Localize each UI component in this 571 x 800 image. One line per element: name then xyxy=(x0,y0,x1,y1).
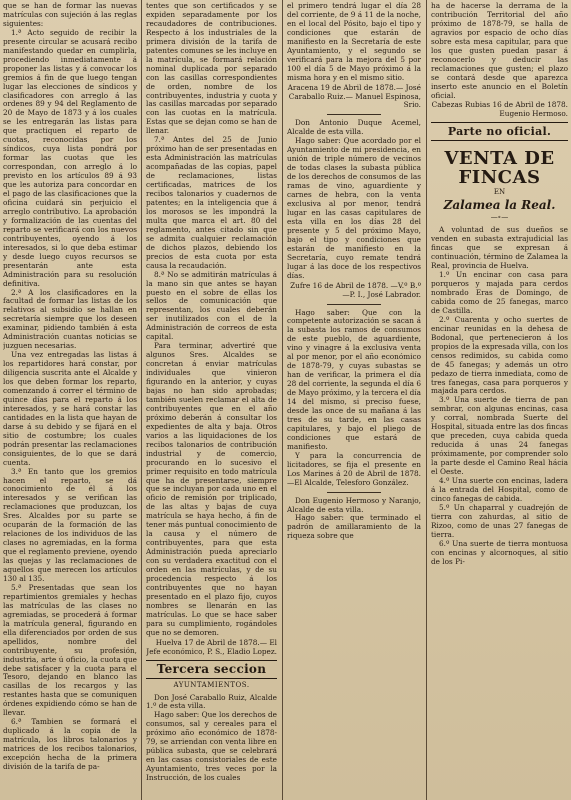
paragraph: tentes que son certificados y se expiden separadamente por los recaudadores de contribuciones. Respecto á los industriales de la primera división de la tarifa de patentes comunes se les incluye en la matrícula, se formará relación nominal duplicada por separado con las casillas correspondientes de orden, nombre de los contribuyentes, industria y cuota y las casillas marcadas por separado con las cuotas en la matrícula. Estas que se dejan como se han de llenar. xyxy=(146,2,277,136)
dateline: Cabezas Rubias 16 de Abril de 1878. Eugenio Hermoso. xyxy=(431,100,568,119)
dateline: Aracena 19 de Abril de 1878.— José Caraballo Ruiz.— Manuel Espinosa, Srio. xyxy=(287,82,421,110)
column-2 xyxy=(146,2,277,798)
paragraph: Hago saber: Que acordado por el Ayuntamiento de mi presidencia, en unión de triple número de vecinos de todas clases la subasta pública de los derechos de consumos de las ramas de vino, aguardiente y carnes de hebra, con la venta exclusiva al por menor, tendrá lugar en las casas capitulares de esta villa en los días 28 del presente y 5 del próximo Mayo, bajo el tipo y condiciones que estarán de manifiesto en la Secretaría, cuyo remate tendrá lugar á las doce de los respectivos días. xyxy=(287,136,421,280)
section-heading: Parte no oficial. xyxy=(431,122,568,141)
advert-title: VENTA DE FINCAS xyxy=(444,148,555,189)
column-4 xyxy=(431,2,568,798)
separator xyxy=(327,304,381,305)
dateline: Zufre 16 de Abril de 1878. —V.º B.º—P. I., José Labrador. xyxy=(290,280,421,299)
separator xyxy=(327,114,381,115)
paragraph: 5.º Un chaparral y cuadrejón de tierra con zahurdas, al sitio de Rizoo, como de unas 27 fanegas de tierra. xyxy=(431,502,568,539)
paragraph: Don José Caraballo Ruiz, Alcalde 1.º de esta villa. xyxy=(146,692,277,711)
paragraph: Y para la concurrencia de licitadores, se fija el presente en Los Marines á 20 de Abril de 1878.—El Alcalde, Telesforo González. xyxy=(287,450,421,487)
paragraph: Hago saber: que terminado el padrón de amillaramiento de la riqueza sobre que xyxy=(287,513,421,541)
ornament-divider: —∘— xyxy=(490,213,509,222)
paragraph: 8.ª No se admitirán matrículas á la mano sin que antes se hayan puesto en el sobre de ellas los sellos de comunicación que representan, los cuales deberán ser inutilizados con el de la Administración de correos de esta capital. xyxy=(146,269,277,342)
column-rule xyxy=(282,0,283,800)
paragraph: 6.º Una suerte de tierra montuosa con encinas y alcornoques, al sitio de los Pi- xyxy=(431,538,568,566)
advert-connector: EN xyxy=(493,188,506,197)
paragraph: Para terminar, advertiré que algunos Sres. Alcaldes se concretan á enviar matrículas individuales que vinieron figurando en la anterior, y cuyas bajas no han sido aprobadas; también suelen reclamar el alta de contribuyentes que en el año próximo deberán á consultar los expedientes de alta y baja. Otros varios a las liquidaciones de los recibos talonarios de contribución industrial y de comercio, procurando en lo sucesivo el primer requisito en todo matrícula que ha de presentarse, siempre que se incluyan por cada uno en el oficio de remisión por triplicado, de las altas y bajas de cuya matrícula se haya hecho, á fin de tener más puntual conocimiento de la causa y el número de contribuyentes, para que esta Administración pueda apreciarlo con su verdadera exactitud con el orden en las matrículas, y de su procedencia respecto á los contribuyentes que no hayan presentado en el plazo fijo, cuyos nombres se llenarán en las matrículas. Lo que se hace saber para su cumplimiento, rogándoles que no se demoren. xyxy=(146,341,277,637)
paragraph: Don Eugenio Hermoso y Naranjo, Alcalde de esta villa. xyxy=(287,495,421,514)
column-1 xyxy=(3,2,137,798)
dateline: Huelva 17 de Abril de 1878.— El Jefe económico, P. S., Eladio Lopez. xyxy=(146,637,277,656)
column-rule xyxy=(141,0,142,800)
section-subheading: AYUNTAMIENTOS. xyxy=(173,680,250,689)
paragraph: que se han de formar las nuevas matrículas con sujeción á las reglas siguientes: xyxy=(3,2,137,28)
paragraph: Hago saber: Que los derechos de consumos, sal y cereales para el próximo año económico de 1878-79, se arriendan con venta libre en pública subasta, que se celebrará en las casas consistoriales de este Ayuntamiento, tres veces por la Instrucción, de los cuales xyxy=(146,710,277,783)
advert-place: Zalamea la Real. xyxy=(443,198,556,213)
paragraph: el primero tendrá lugar el día 28 del corriente, de 9 á 11 de la noche, en el local del Pósito, bajo el tipo y condiciones que estarán de manifiesto en la Secretaría de este Ayuntamiento, y el segundo se verificará para la mejora del 5 por 100 el día 5 de Mayo próximo á la misma hora y en el mismo sitio. xyxy=(287,2,421,82)
paragraph: Hago saber: Que con la competente autorización se sacan á la subasta los ramos de consumos de este pueblo, de aguardiente, vino y vinagre á la exclusiva venta al por menor, por el año económico de 1878-79, y cuyas subastas se han de verificar, la primera el día 28 del corriente, la segunda el día 6 de Mayo próximo, y la tercera el día 14 del mismo, si preciso fuese, desde las once de su mañana á las tres de su tarde, en las casas capitulares, y bajo el pliego de condiciones que estará de manifiesto. xyxy=(287,307,421,451)
paragraph: 7.ª Antes del 25 de Junio próximo han de ser presentadas en esta Administración las matrículas acompañadas de las copias, papel de reclamaciones, listas certificadas, matrices de los recibos talonarios y cuadernos de patentes; en la inteligencia que á los morosos se les impondrá la multa que marca el art. 80 del reglamento, antes citado sin que se admita cualquier reclamación de dichos plazos, debiendo los precios de esta cuota por esta causa la recaudación. xyxy=(146,135,277,270)
paragraph: 4.º Una suerte con encinas, ladera á la entrada del Hospital, como de cinco fanegas de cabida. xyxy=(431,475,568,503)
paragraph: 2.º Cuarenta y ocho suertes de encinar reunidas en la dehesa de Bodonal, que pertenecieron á los propios de la expresada villa, con los censos redimidos, su cabida como de 45 fanegas; y además un otro pedazo de tierra inmediata, como de tres fanegas, casa para porqueros y majada para cerdos. xyxy=(431,314,568,396)
column-rule xyxy=(426,0,427,800)
paragraph: Una vez entregadas las listas á los repartidores hará constar, por diligencia suscrita ante el Alcalde y los que deben formar los reparto, comenzando á correr el término de quince días para el reparto á los interesados, y se hará constar las cantidades en la lista que hayan de darse á su debido y se fijará en el sitio de costumbre; los cuales podrán presentar las reclamaciones consiguientes, de lo que se dará cuenta. xyxy=(3,350,137,467)
separator xyxy=(327,492,381,493)
paragraph: 3.ª En tanto que los gremios hacen el reparto, se dá conocimiento de él á los interesados y se verifican las reclamaciones que produzcan, los Sres. Alcaldes por su parte se ocuparán de la formación de las relaciones de los individuos de las clases no agremiadas, en la forma que el reglamento previene, oyendo las quejas y las reclamaciones de aquellos que merecen los artículos 130 al 135. xyxy=(3,466,137,583)
paragraph: 6.ª Tambien se formará el duplicado á la copia de la matrícula, los libros talonarios y matrices de los recibos talonarios, excepción hecha de la primera división de la tarifa de pa- xyxy=(3,717,137,772)
paragraph: 1.º Un encinar con casa para porqueros y majada para cerdos nombrado Eras de Domingo, de cabida como de 25 fanegas, marco de Castilla. xyxy=(431,270,568,315)
section-heading: Tercera seccion xyxy=(146,660,277,679)
paragraph: 2.ª A los clasificadores en la facultad de formar las listas de los relativos al subsidio se hallan en secretaría siempre que los deseen examinar, pidiendo también á esta Administración cuantas noticias se juzguen necesarias. xyxy=(3,287,137,351)
column-3 xyxy=(287,2,421,798)
paragraph: 5.ª Presentadas que sean los repartimientos gremiales y hechas las matrículas de las clases no agremiadas, se procederá á formar la matrícula general, figurando en ella diferenciados por orden de sus apellidos, nombre del contribuyente, su profesión, industria, arte ú oficio, la cuota que debe satisfacer y la cuota para el Tesoro, dejando en blanco las casillas de los recargos y las restantes hasta que se comuniquen órdenes expidiendo cómo se han de llevar. xyxy=(3,582,137,718)
paragraph: 3.º Una suerte de tierra de pan sembrar, con algunas encinas, casa y corral, nombrada Suerte del Hospital, situada entre las dos fincas que preceden, cuya cabida queda reducida á unas 24 fanegas próximamente, por comprender solo la parte desde el Camino Real hácia el Oeste. xyxy=(431,395,568,477)
paragraph: 1.ª Acto seguido de recibir la presente circular se acusará recibo manifestando quedar en cumplirla, procediendo inmediatamente á proponer las listas y á convocar los gremios á fin de que luego tengan lugar las elecciones de síndicos y clasificadores con arreglo á las ordenes 89 y 94 del Reglamento de 20 de Mayo de 1873 y á los cuales se les entregarán las listas para que practiquen el reparto de cuotas, reconocidas por los síndicos, cuya lista pondrá por formar las cuotas que les correspondan, con arreglo á lo previsto en los artículos 89 á 93 que les autoriza para concordar en el pago de las clasificaciones que la oficina cuidará sin perjuicio el arreglo contributivo. La aprobación y formalización de las cuentas del reparto se verificará con los nuevos contribuyentes, oyendo á los interesados, si lo que deba estimar y desde luego cuyos recursos se presentarán ante esta Administración para su resolución definitiva. xyxy=(3,27,137,288)
paragraph: A voluntad de sus dueños se venden en subasta extrajudicial las fincas que se expresan á continuación, término de Zalamea la Real, provincia de Huelva. xyxy=(431,225,568,271)
paragraph: ha de hacerse la derrama de la contribución Territorial del año próximo de 1878-79, se halla de agravios por espacio de ocho días sobre esta mesa capitular, para que los que gusten puedan pasar á reconocerlo y deducir las reclamaciones que gusten; el plazo se contará desde que aparezca inserto este anuncio en el Boletín oficial. xyxy=(431,2,568,100)
paragraph: Don Antonio Duque Acemel, Alcalde de esta villa. xyxy=(287,118,421,137)
